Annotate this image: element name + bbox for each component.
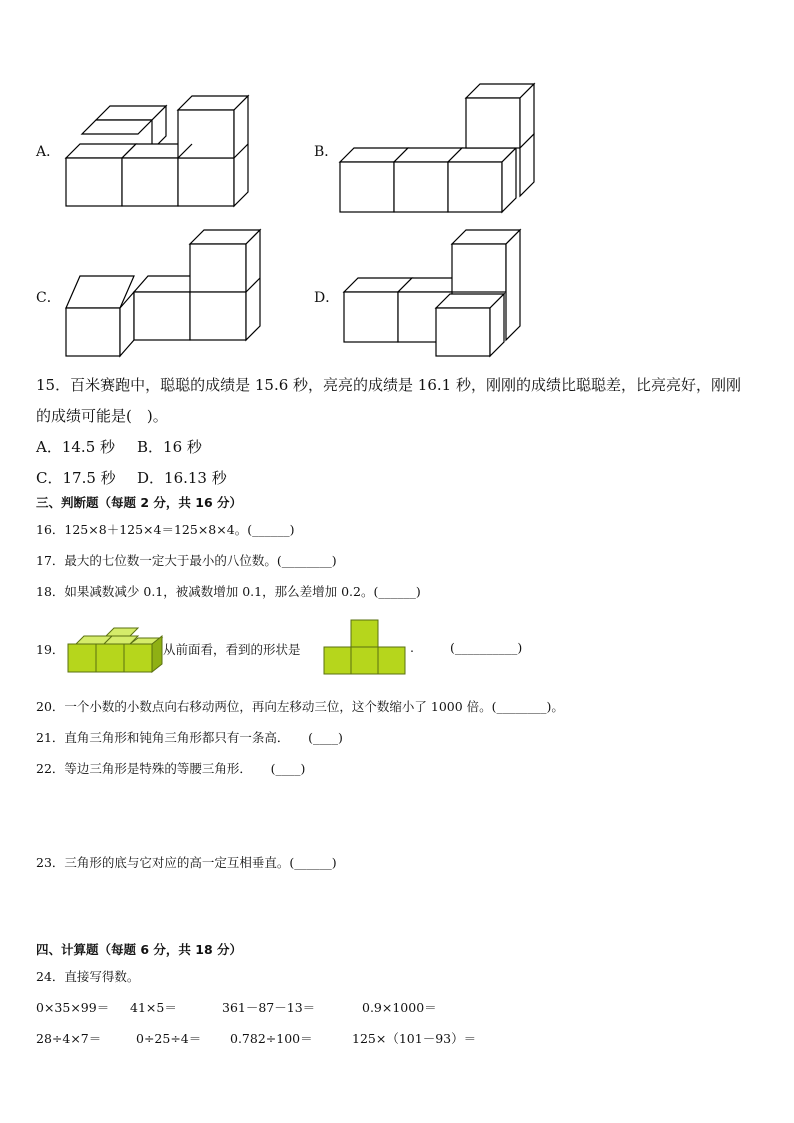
q15-option-d[interactable]: D．16.13 秒 [137,469,227,487]
q17-text: 17．最大的七位数一定大于最小的八位数。(________) [36,553,337,568]
q23-text: 23．三角形的底与它对应的高一定互相垂直。(______) [36,855,337,870]
q18-text: 18．如果减数减少 0.1，被减数增加 0.1，那么差增加 0.2。(______) [36,584,421,599]
q19-green-cubes-figure [66,626,164,676]
calc-r1-c2: 41×5＝ [130,1000,177,1015]
q21-text: 21．直角三角形和钝角三角形都只有一条高． (____) [36,730,343,745]
q20-text: 20．一个小数的小数点向右移动两位，再向左移动三位，这个数缩小了 1000 倍。(________)。 [36,699,564,714]
q15-text-line2: 的成绩可能是( )。 [36,407,168,425]
figure-a-cubes [60,88,260,212]
q19-period: . [410,640,414,655]
option-a-label: A． [36,144,61,160]
q16-text: 16．125×8＋125×4＝125×8×4。(______) [36,522,295,537]
calc-r2-c3: 0.782÷100＝ [230,1031,313,1046]
calc-r1-c3: 361－87－13＝ [222,1000,316,1015]
q24-text: 24．直接写得数。 [36,969,140,984]
option-b-label: B． [314,144,339,160]
q15-option-c[interactable]: C．17.5 秒 [36,469,116,487]
option-d-label: D． [314,290,340,306]
section3-title: 三、判断题（每题 2 分，共 16 分） [36,495,243,510]
q19-front-view-figure [321,618,407,676]
figure-c-cubes [62,226,266,360]
q22-text: 22．等边三角形是特殊的等腰三角形． (____) [36,761,306,776]
calc-r1-c4: 0.9×1000＝ [362,1000,437,1015]
q19-answer-blank[interactable]: (__________) [450,640,523,655]
calc-r1-c1: 0×35×99＝ [36,1000,110,1015]
q15-option-a[interactable]: A．14.5 秒 [36,438,115,456]
calc-r2-c4: 125×（101－93）＝ [352,1031,477,1046]
figure-b-cubes [336,82,542,218]
q19-text: 从前面看，看到的形状是 [163,642,301,657]
calc-r2-c1: 28÷4×7＝ [36,1031,102,1046]
q15-option-b[interactable]: B．16 秒 [137,438,202,456]
calc-r2-c2: 0÷25÷4＝ [136,1031,202,1046]
q15-text-line1: 15．百米赛跑中，聪聪的成绩是 15.6 秒，亮亮的成绩是 16.1 秒，刚刚的成绩比聪聪差，比亮亮好，刚刚 [36,376,741,394]
figure-d-cubes [340,226,530,362]
q19-number: 19． [36,642,65,657]
section4-title: 四、计算题（每题 6 分，共 18 分） [36,942,243,957]
option-c-label: C． [36,290,61,306]
